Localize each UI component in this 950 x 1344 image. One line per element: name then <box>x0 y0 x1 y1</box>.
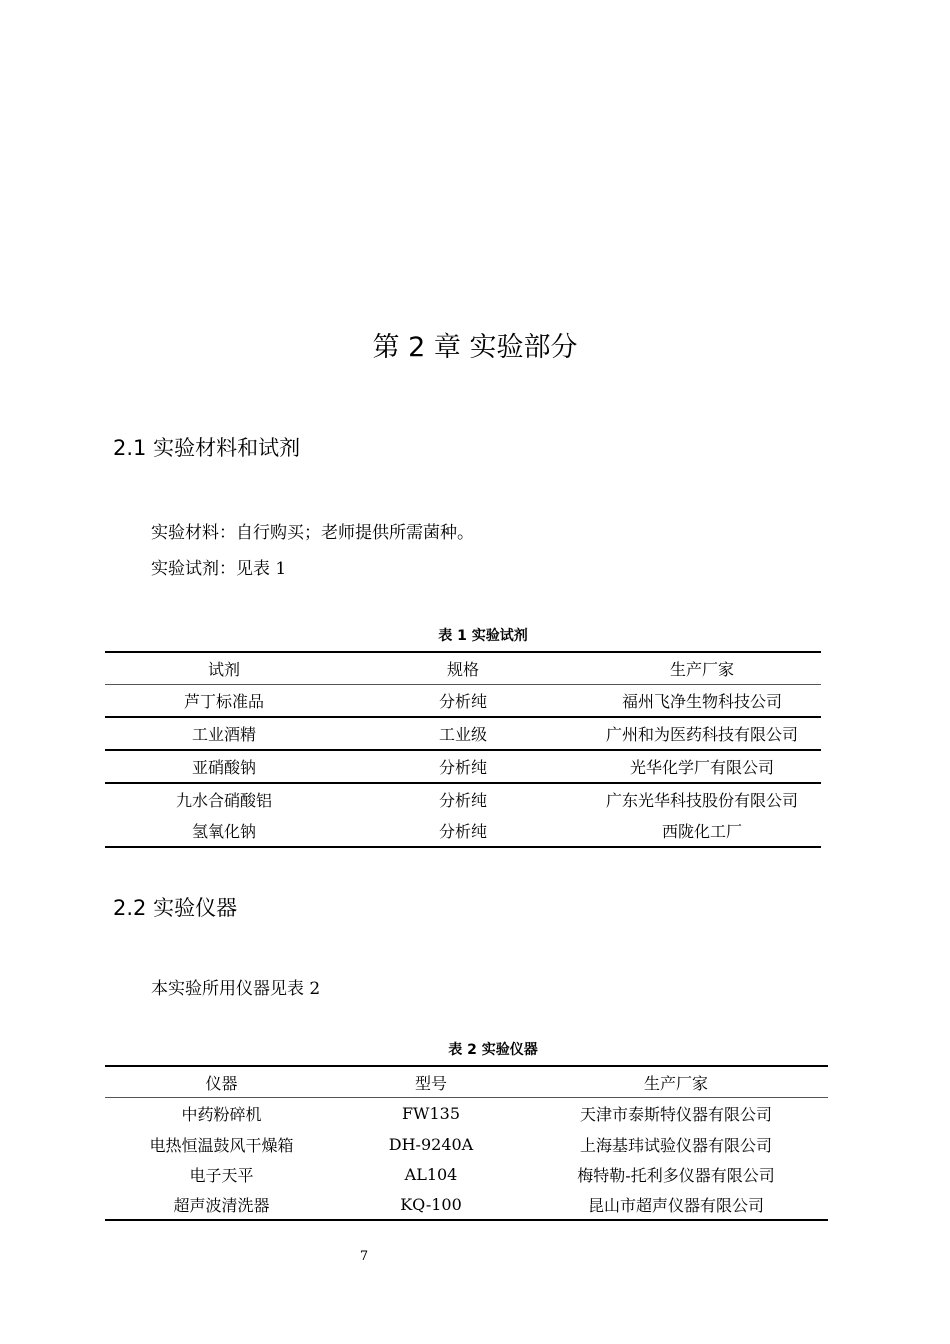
table-row <box>105 783 821 815</box>
table-cell: 电子天平 <box>189 1165 254 1185</box>
table-cell: 天津市泰斯特仪器有限公司 <box>579 1105 772 1124</box>
table-cell: 工业酒精 <box>105 717 343 750</box>
table-cell: 工业级 <box>343 717 583 750</box>
table-cell: 分析纯 <box>343 685 583 718</box>
header-cell: 生产厂家 <box>583 652 821 685</box>
table-cell: 西陇化工厂 <box>661 822 742 841</box>
header-cell: 型号 <box>338 1066 524 1098</box>
table-cell: 九水合硝酸铝 <box>175 791 272 810</box>
table-cell: 亚硝酸钠 <box>105 750 343 783</box>
table-row <box>105 717 821 750</box>
table-cell: 分析纯 <box>343 750 583 783</box>
paragraph-materials: 实验材料：自行购买；老师提供所需菌种。 <box>151 523 474 543</box>
section-heading-materials: 2.1 实验材料和试剂 <box>113 436 301 460</box>
table-header-row <box>105 652 821 685</box>
table-header-row <box>105 1066 828 1098</box>
table-cell: 福州飞净生物科技公司 <box>583 685 821 718</box>
chapter-title: 第 2 章 实验部分 <box>372 332 578 363</box>
table-row <box>105 685 821 718</box>
table-cell: 广东光华科技股份有限公司 <box>605 791 798 810</box>
table-cell: 中药粉碎机 <box>181 1105 262 1124</box>
header-cell: 规格 <box>343 652 583 685</box>
table2-caption: 表 2 实验仪器 <box>448 1042 538 1058</box>
header-cell: 试剂 <box>105 652 343 685</box>
table-cell: 昆山市超声仪器有限公司 <box>587 1195 764 1215</box>
reagents-table <box>105 651 821 848</box>
table-cell: AL104 <box>404 1164 458 1184</box>
table-cell: 上海基玮试验仪器有限公司 <box>579 1135 772 1155</box>
table-cell: 光华化学厂有限公司 <box>583 750 821 783</box>
table-cell: 梅特勒-托利多仪器有限公司 <box>577 1165 775 1185</box>
table-row <box>105 1129 828 1159</box>
table-row <box>105 1159 828 1189</box>
instruments-table <box>105 1065 828 1221</box>
page-number: 7 <box>359 1249 369 1264</box>
table-row <box>105 1189 828 1220</box>
table-cell: KQ-100 <box>400 1194 462 1214</box>
table-row <box>105 750 821 783</box>
table-cell: 电热恒温鼓风干燥箱 <box>149 1135 294 1155</box>
table-cell: DH-9240A <box>388 1134 474 1154</box>
table1-caption: 表 1 实验试剂 <box>438 628 528 644</box>
table-cell: 超声波清洗器 <box>173 1195 270 1215</box>
table-cell: 分析纯 <box>438 791 487 810</box>
paragraph-reagents: 实验试剂：见表 1 <box>151 559 287 579</box>
header-cell: 仪器 <box>105 1066 338 1098</box>
table-cell: 分析纯 <box>438 822 487 841</box>
table-row <box>105 1098 828 1130</box>
table-cell: 广州和为医药科技有限公司 <box>583 717 821 750</box>
paragraph-instruments: 本实验所用仪器见表 2 <box>151 979 321 999</box>
table-row <box>105 815 821 847</box>
table-cell: 氢氧化钠 <box>191 822 256 841</box>
section-heading-instruments: 2.2 实验仪器 <box>113 896 238 920</box>
table-cell: FW135 <box>401 1104 461 1123</box>
header-cell: 生产厂家 <box>524 1066 828 1098</box>
table-cell: 芦丁标准品 <box>105 685 343 718</box>
